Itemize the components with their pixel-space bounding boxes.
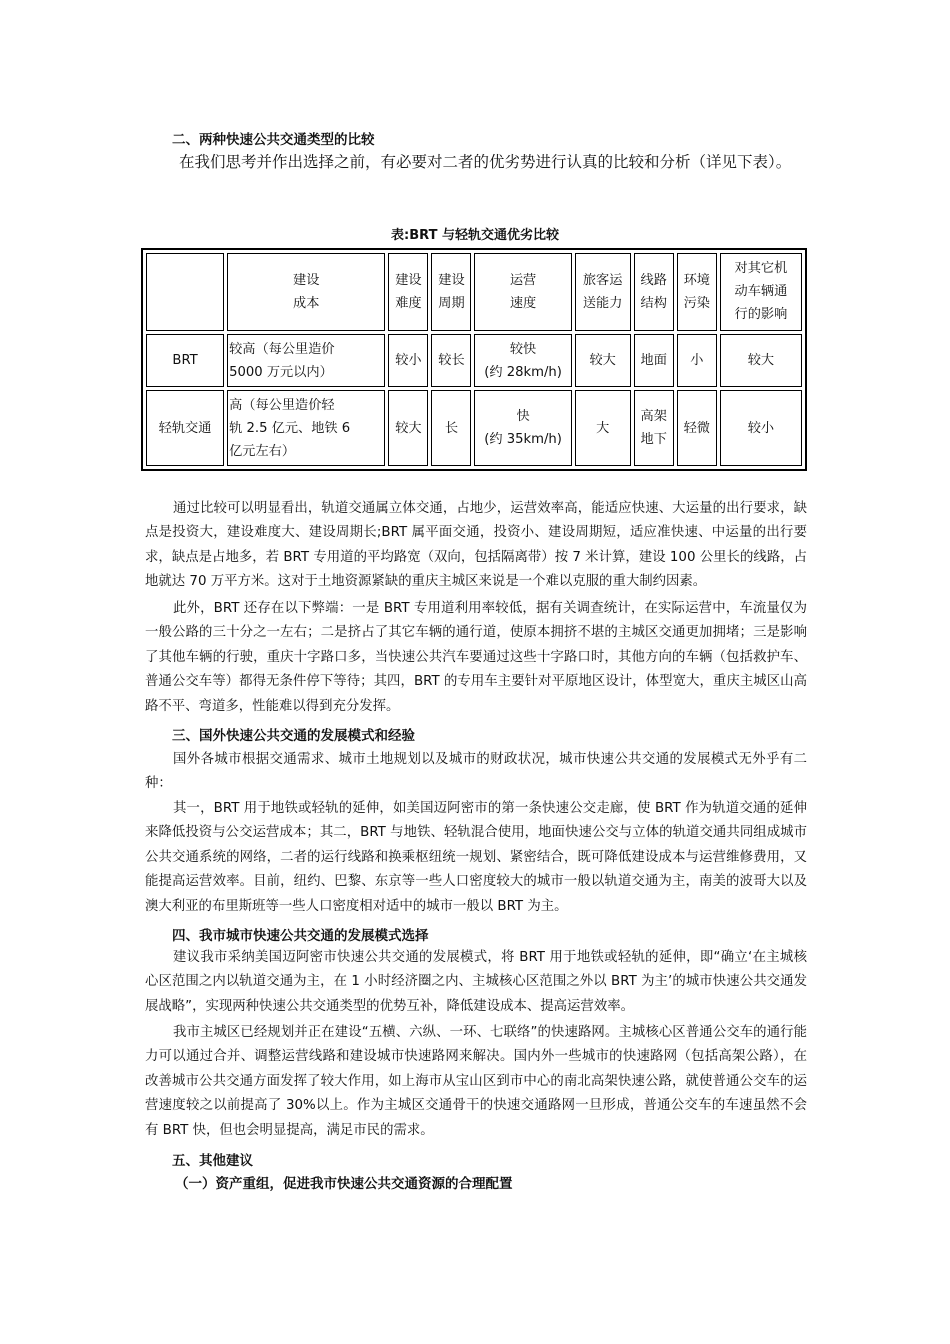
- row-name: BRT: [146, 334, 224, 387]
- comparison-table: [141, 248, 807, 471]
- table-caption: 表:BRT 与轻轨交通优劣比较: [391, 228, 559, 243]
- header-cell-cost: 建设 成本: [227, 253, 385, 331]
- header-cell-empty: [146, 253, 224, 331]
- section2-heading: 二、两种快速公共交通类型的比较: [172, 132, 375, 148]
- row-cost: 高（每公里造价轻 轨 2.5 亿元、地铁 6 亿元左右）: [227, 390, 385, 466]
- section5-heading: 五、其他建议: [172, 1153, 253, 1169]
- header-cell-period: 建设 周期: [431, 253, 471, 331]
- row-impact: 较大: [720, 334, 802, 387]
- paragraph-recommendation: 建议我市采纳美国迈阿密市快速公共交通的发展模式，将 BRT 用于地铁或轻轨的延伸，即“确立‘在主城核心区范围之内以轨道交通为主，在 1 小时经济圈之内、主城核心区范围之外以 BRT 为主’的城市快速公共交通发展战略”，实现两种快速公共交通类型的优势互补，降低建设成本、提高运营效率。: [145, 950, 807, 1014]
- paragraph-road-network: 我市主城区已经规划并正在建设“五横、六纵、一环、七联络”的快速路网。主城核心区普通公交车的通行能力可以通过合并、调整运营线路和建设城市快速路网来解决。国内外一些城市的快速路网（包括高架公路），在改善城市公共交通方面发挥了较大作用，如上海市从宝山区到市中心的南北高架快速公路，就使普通公交车的运营速度较之以前提高了 30%以上。作为主城区交通骨干的快速交通路网一旦形成，普通公交车的车速虽然不会有 BRT 快，但也会明显提高，满足市民的需求。: [145, 1025, 807, 1138]
- subsection1-heading: （一）资产重组，促进我市快速公共交通资源的合理配置: [175, 1176, 513, 1192]
- row-period: 长: [431, 390, 471, 466]
- table-header-row: [146, 253, 802, 331]
- paragraph-brt-drawbacks: 此外，BRT 还存在以下弊端：一是 BRT 专用道利用率较低，据有关调查统计，在实际运营中，车流量仅为一般公路的三十分之一左右；二是挤占了其它车辆的通行道，使原本拥挤不堪的主城区交通更加拥堵；三是影响了其他车辆的行驶，重庆十字路口多，当快速公共汽车要通过这些十字路口时，其他方向的车辆（包括救护车、普通公交车等）都得无条件停下等待；其四，BRT 的专用车主要针对平原地区设计，体型宽大，重庆主城区山高路不平、弯道多，性能难以得到充分发挥。: [145, 601, 807, 714]
- header-cell-speed: 运营 速度: [474, 253, 571, 331]
- table-row-brt: [146, 334, 802, 387]
- section4-heading: 四、我市城市快速公共交通的发展模式选择: [172, 928, 429, 944]
- row-capacity: 大: [575, 390, 631, 466]
- header-cell-structure: 线路 结构: [634, 253, 674, 331]
- section3-heading: 三、国外快速公共交通的发展模式和经验: [172, 728, 415, 744]
- header-cell-pollution: 环境 污染: [677, 253, 717, 331]
- row-impact: 较小: [720, 390, 802, 466]
- paragraph-modes-detail: 其一，BRT 用于地铁或轻轨的延伸，如美国迈阿密市的第一条快速公交走廊，使 BRT 作为轨道交通的延伸来降低投资与公交运营成本；其二，BRT 与地铁、轻轨混合使用，地面快速公交与立体的轨道交通共同组成城市公共交通系统的网络，二者的运行线路和换乘枢纽统一规划、紧密结合，既可降低建设成本与运营维修费用，又能提高运营效率。目前，纽约、巴黎、东京等一些人口密度较大的城市一般以轨道交通为主，南美的波哥大以及澳大利亚的布里斯班等一些人口密度相对适中的城市一般以 BRT 为主。: [145, 801, 807, 914]
- row-name: 轻轨交通: [146, 390, 224, 466]
- row-cost: 较高（每公里造价 5000 万元以内）: [227, 334, 385, 387]
- paragraph-comparison: 通过比较可以明显看出，轨道交通属立体交通，占地少，运营效率高，能适应快速、大运量的出行要求，缺点是投资大，建设难度大、建设周期长;BRT 属平面交通，投资小、建设周期短，适应准快速、中运量的出行要求，缺点是占地多，若 BRT 专用道的平均路宽（双向，包括隔离带）按 7 米计算，建设 100 公里长的线路，占地就达 70 万平方米。这对于土地资源紧缺的重庆主城区来说是一个难以克服的重大制约因素。: [145, 501, 807, 590]
- row-speed: 较快 (约 28km/h): [474, 334, 571, 387]
- row-pollution: 小: [677, 334, 717, 387]
- row-speed: 快 (约 35km/h): [474, 390, 571, 466]
- header-cell-impact: 对其它机 动车辆通 行的影响: [720, 253, 802, 331]
- row-difficulty: 较大: [388, 390, 428, 466]
- table-row-light-rail: [146, 390, 802, 466]
- row-structure: 高架 地下: [634, 390, 674, 466]
- intro-paragraph: 在我们思考并作出选择之前，有必要对二者的优劣势进行认真的比较和分析（详见下表）。: [179, 153, 792, 171]
- row-pollution: 轻微: [677, 390, 717, 466]
- paragraph-foreign-modes: 国外各城市根据交通需求、城市土地规划以及城市的财政状况，城市快速公共交通的发展模式无外乎有二种：: [145, 752, 807, 792]
- row-capacity: 较大: [575, 334, 631, 387]
- row-period: 较长: [431, 334, 471, 387]
- header-cell-difficulty: 建设 难度: [388, 253, 428, 331]
- row-structure: 地面: [634, 334, 674, 387]
- header-cell-capacity: 旅客运 送能力: [575, 253, 631, 331]
- row-difficulty: 较小: [388, 334, 428, 387]
